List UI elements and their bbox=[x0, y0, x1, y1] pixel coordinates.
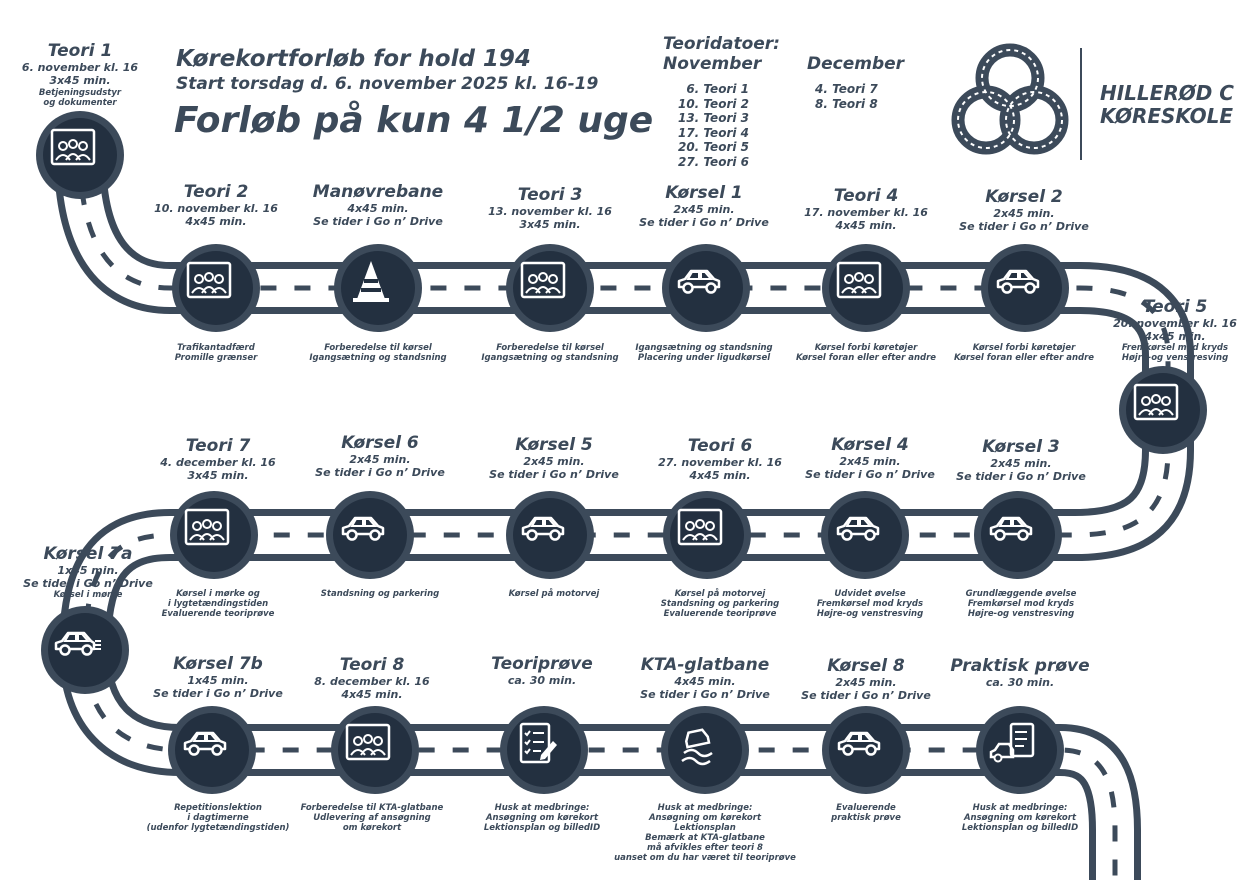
theory-date-item: 8. Teori 8 bbox=[815, 96, 878, 111]
step-detail: 4x45 min. bbox=[674, 675, 736, 688]
step-title-block bbox=[804, 187, 928, 232]
step-node-koersel-4 bbox=[821, 491, 909, 579]
step-title: Kørsel 2 bbox=[985, 187, 1063, 207]
step-title-block bbox=[154, 183, 278, 228]
step-notes bbox=[147, 803, 290, 833]
step-detail: Se tider i Go n’ Drive bbox=[640, 688, 770, 701]
step-notes bbox=[484, 803, 600, 833]
theory-date-item: 20. Teori 5 bbox=[677, 140, 749, 154]
theory-date-item: 27. Teori 6 bbox=[677, 154, 749, 169]
car-icon bbox=[675, 257, 723, 305]
step-notes bbox=[1122, 343, 1228, 363]
step-detail: 4. december kl. 16 bbox=[160, 456, 276, 469]
step-note: Trafikantadfærd bbox=[177, 343, 255, 353]
step-note: Standsning og parkering bbox=[320, 589, 440, 599]
step-node-koersel-5 bbox=[506, 491, 594, 579]
step-title: Teoriprøve bbox=[491, 654, 593, 674]
step-note: Kørsel i mørke og bbox=[176, 589, 260, 599]
theory-date-item: 4. Teori 7 bbox=[815, 82, 878, 96]
step-detail: 17. november kl. 16 bbox=[804, 206, 928, 219]
headline: Forløb på kun 4 1/2 uge bbox=[174, 100, 654, 141]
step-title: Kørsel 3 bbox=[982, 437, 1060, 457]
step-node-kta-glatbane bbox=[661, 706, 749, 794]
december-dates bbox=[815, 82, 904, 111]
step-detail: 4x45 min. bbox=[1144, 330, 1206, 343]
step-detail: 20. november kl. 16 bbox=[1113, 317, 1237, 330]
step-note: Betjeningsudstyr bbox=[38, 88, 122, 98]
step-title-block bbox=[640, 656, 770, 701]
theory-dates bbox=[663, 34, 780, 74]
step-title: Kørsel 5 bbox=[515, 435, 593, 455]
step-title: Praktisk prøve bbox=[950, 656, 1090, 676]
step-title: Teori 3 bbox=[517, 185, 583, 205]
step-note: Forberedelse til KTA-glatbane bbox=[300, 803, 444, 813]
november-label: November bbox=[663, 54, 762, 74]
step-notes bbox=[796, 343, 936, 363]
step-title: Teori 5 bbox=[1142, 297, 1208, 317]
step-note: Fremkørsel mod kryds bbox=[816, 599, 924, 609]
step-node-koersel-8 bbox=[822, 706, 910, 794]
step-title-block bbox=[315, 434, 445, 479]
step-note: Husk at medbringe: bbox=[494, 803, 590, 813]
step-note: Forberedelse til kørsel bbox=[324, 343, 432, 353]
step-note: Kørsel forbi køretøjer bbox=[814, 343, 918, 353]
step-node-teori-3 bbox=[506, 244, 594, 332]
step-title: Teori 4 bbox=[833, 186, 899, 206]
step-notes bbox=[481, 343, 618, 363]
step-detail: 10. november kl. 16 bbox=[154, 202, 278, 215]
step-detail: 13. november kl. 16 bbox=[488, 205, 612, 218]
step-note: Ansøgning om kørekort bbox=[648, 813, 762, 823]
step-detail: 2x45 min. bbox=[835, 676, 897, 689]
step-detail: Se tider i Go n’ Drive bbox=[313, 215, 443, 228]
step-node-teori-1 bbox=[36, 111, 124, 199]
step-detail: Se tider i Go n’ Drive bbox=[959, 220, 1089, 233]
step-node-koersel-7b bbox=[168, 706, 256, 794]
step-title-block bbox=[313, 183, 443, 228]
logo-knot-icon bbox=[950, 40, 1070, 165]
step-title-block bbox=[160, 437, 275, 482]
step-notes bbox=[661, 589, 779, 619]
step-node-teori-6 bbox=[663, 491, 751, 579]
classroom-icon bbox=[676, 504, 724, 552]
step-note: Repetitionslektion bbox=[174, 803, 262, 813]
step-title: Kørsel 8 bbox=[827, 656, 905, 676]
step-note: Højre-og venstresving bbox=[1121, 353, 1229, 363]
step-title-block bbox=[639, 184, 769, 229]
classroom-icon bbox=[344, 719, 392, 767]
step-note: Grundlæggende øvelse bbox=[965, 589, 1077, 599]
step-note: Kørsel på motorvej bbox=[674, 589, 766, 599]
car-icon bbox=[834, 504, 882, 552]
logo bbox=[950, 40, 1240, 165]
step-title-block bbox=[488, 186, 612, 231]
step-title-block bbox=[805, 436, 935, 481]
step-title-block bbox=[153, 655, 283, 700]
step-note: Igangsætning og standsning bbox=[635, 343, 773, 353]
step-note: Evaluerende teoriprøve bbox=[161, 609, 275, 619]
theory-date-item: 10. Teori 2 bbox=[677, 96, 749, 111]
step-note: Kørsel i mørke bbox=[53, 590, 123, 600]
step-title: Teori 8 bbox=[339, 655, 405, 675]
theory-date-item: 13. Teori 3 bbox=[677, 111, 749, 125]
step-node-teori-4 bbox=[822, 244, 910, 332]
step-notes bbox=[966, 589, 1077, 619]
december-label: December bbox=[807, 54, 905, 74]
step-note: Kørsel foran eller efter andre bbox=[953, 353, 1095, 363]
step-notes bbox=[831, 803, 901, 823]
step-title: Teori 6 bbox=[687, 436, 753, 456]
step-notes bbox=[321, 589, 439, 599]
december-dates-block bbox=[807, 54, 904, 111]
step-title: Teori 7 bbox=[185, 436, 251, 456]
step-note: Ansøgning om kørekort bbox=[963, 813, 1077, 823]
step-detail: Se tider i Go n’ Drive bbox=[153, 687, 283, 700]
step-detail: ca. 30 min. bbox=[507, 674, 577, 687]
car-icon bbox=[339, 504, 387, 552]
step-detail: 1x45 min. bbox=[57, 564, 119, 577]
step-note: Lektionsplan og billedID bbox=[483, 823, 601, 833]
step-node-teori-2 bbox=[172, 244, 260, 332]
logo-text: HILLERØD C KØRESKOLE bbox=[1100, 81, 1234, 128]
step-node-teori-8 bbox=[331, 706, 419, 794]
step-node-teori-5 bbox=[1119, 366, 1207, 454]
step-note: Promille grænser bbox=[174, 353, 258, 363]
start-date: Start torsdag d. 6. november 2025 kl. 16-19 bbox=[176, 74, 599, 94]
step-note: må afvikles efter teori 8 bbox=[647, 843, 763, 853]
step-notes bbox=[954, 343, 1094, 363]
car-icon bbox=[519, 504, 567, 552]
step-notes bbox=[509, 589, 600, 599]
step-notes bbox=[162, 589, 275, 619]
step-note: Igangsætning og standsning bbox=[481, 353, 619, 363]
step-detail: Se tider i Go n’ Drive bbox=[489, 468, 619, 481]
step-title-block bbox=[959, 188, 1089, 233]
step-title: Teori 2 bbox=[183, 182, 249, 202]
step-note: Højre-og venstresving bbox=[816, 609, 924, 619]
step-detail: 3x45 min. bbox=[49, 74, 111, 87]
step-note: praktisk prøve bbox=[831, 813, 901, 823]
step-note: Evaluerende bbox=[836, 803, 896, 813]
november-dates bbox=[663, 82, 749, 169]
step-title: Manøvrebane bbox=[312, 182, 444, 202]
step-title-block bbox=[491, 655, 593, 687]
step-node-manoevrebane bbox=[334, 244, 422, 332]
step-detail: 2x45 min. bbox=[839, 455, 901, 468]
step-note: Husk at medbringe: bbox=[657, 803, 753, 813]
step-detail: Se tider i Go n’ Drive bbox=[639, 216, 769, 229]
step-node-koersel-6 bbox=[326, 491, 414, 579]
step-note: i dagtimerne bbox=[187, 813, 249, 823]
step-title: KTA-glatbane bbox=[640, 655, 770, 675]
driving-test-icon bbox=[989, 719, 1037, 767]
car-icon bbox=[835, 719, 883, 767]
classroom-icon bbox=[183, 504, 231, 552]
step-detail: 4x45 min. bbox=[185, 215, 247, 228]
step-note: Evaluerende teoriprøve bbox=[663, 609, 777, 619]
step-detail: 3x45 min. bbox=[519, 218, 581, 231]
step-title-block bbox=[489, 436, 619, 481]
classroom-icon bbox=[519, 257, 567, 305]
step-notes bbox=[635, 343, 772, 363]
step-title-block bbox=[314, 656, 429, 701]
step-detail: Se tider i Go n’ Drive bbox=[23, 577, 153, 590]
step-node-koersel-2 bbox=[981, 244, 1069, 332]
classroom-icon bbox=[1132, 379, 1180, 427]
classroom-icon bbox=[185, 257, 233, 305]
step-note: Kørsel forbi køretøjer bbox=[972, 343, 1076, 353]
step-note: Bemærk at KTA-glatbane bbox=[645, 833, 765, 843]
step-detail: ca. 30 min. bbox=[985, 676, 1055, 689]
step-detail: 2x45 min. bbox=[673, 203, 735, 216]
theory-date-item: 17. Teori 4 bbox=[677, 125, 749, 140]
step-title-block bbox=[23, 545, 153, 600]
step-detail: Se tider i Go n’ Drive bbox=[315, 466, 445, 479]
step-detail: 8. december kl. 16 bbox=[314, 675, 430, 688]
step-note: Kørsel foran eller efter andre bbox=[795, 353, 937, 363]
step-title: Kørsel 4 bbox=[831, 435, 909, 455]
step-title-block bbox=[22, 42, 138, 87]
step-node-koersel-1 bbox=[662, 244, 750, 332]
car-icon bbox=[994, 257, 1042, 305]
car-icon bbox=[181, 719, 229, 767]
step-notes bbox=[817, 589, 923, 619]
step-title: Teori 1 bbox=[47, 41, 113, 61]
step-node-teoriproeve bbox=[500, 706, 588, 794]
step-notes bbox=[309, 343, 446, 363]
theory-dates-title: Teoridatoer: bbox=[663, 34, 780, 54]
step-detail: 4x45 min. bbox=[835, 219, 897, 232]
step-note: Standsning og parkering bbox=[660, 599, 780, 609]
step-note: (udenfor lygtetændingstiden) bbox=[146, 823, 290, 833]
step-detail: 2x45 min. bbox=[990, 457, 1052, 470]
step-note: Fremkørsel mod kryds bbox=[967, 599, 1075, 609]
step-title-block bbox=[950, 657, 1089, 689]
step-detail: 2x45 min. bbox=[993, 207, 1055, 220]
step-detail: 27. november kl. 16 bbox=[658, 456, 782, 469]
step-note: om kørekort bbox=[342, 823, 402, 833]
step-node-koersel-7a bbox=[41, 606, 129, 694]
step-title: Kørsel 7a bbox=[43, 544, 133, 564]
step-notes bbox=[39, 88, 121, 108]
step-detail: Se tider i Go n’ Drive bbox=[805, 468, 935, 481]
step-note: Fremkørsel mod kryds bbox=[1121, 343, 1229, 353]
step-detail: Se tider i Go n’ Drive bbox=[956, 470, 1086, 483]
step-note: Kørsel på motorvej bbox=[508, 589, 600, 599]
traffic-cone-icon bbox=[347, 257, 395, 305]
car-icon bbox=[987, 504, 1035, 552]
step-note: Lektionsplan og billedID bbox=[961, 823, 1079, 833]
step-note: uanset om du har været til teoriprøve bbox=[614, 853, 796, 863]
step-detail: 6. november kl. 16 bbox=[21, 61, 139, 74]
step-note: Placering under ligudkørsel bbox=[637, 353, 771, 363]
step-title: Kørsel 6 bbox=[341, 433, 419, 453]
step-notes bbox=[962, 803, 1078, 833]
skidding-car-icon bbox=[674, 719, 722, 767]
page-title: Kørekortforløb for hold 194 bbox=[176, 46, 531, 72]
step-title: Kørsel 1 bbox=[665, 183, 743, 203]
step-note: Højre-og venstresving bbox=[967, 609, 1075, 619]
step-detail: 2x45 min. bbox=[523, 455, 585, 468]
step-detail: 3x45 min. bbox=[187, 469, 249, 482]
step-title-block bbox=[956, 438, 1086, 483]
step-node-praktisk-proeve bbox=[976, 706, 1064, 794]
step-detail: 4x45 min. bbox=[689, 469, 751, 482]
step-node-koersel-3 bbox=[974, 491, 1062, 579]
step-detail: 2x45 min. bbox=[349, 453, 411, 466]
step-title: Kørsel 7b bbox=[173, 654, 263, 674]
step-notes bbox=[614, 803, 796, 863]
step-title-block bbox=[1113, 298, 1237, 343]
step-note: Lektionsplan bbox=[674, 823, 736, 833]
classroom-icon bbox=[835, 257, 883, 305]
step-note: Igangsætning og standsning bbox=[309, 353, 447, 363]
step-detail: 4x45 min. bbox=[341, 688, 403, 701]
step-node-teori-7 bbox=[170, 491, 258, 579]
step-note: Ansøgning om kørekort bbox=[485, 813, 599, 823]
step-detail: Se tider i Go n’ Drive bbox=[801, 689, 931, 702]
checklist-icon bbox=[513, 719, 561, 767]
step-notes bbox=[175, 343, 258, 363]
step-note: og dokumenter bbox=[43, 98, 117, 108]
step-notes bbox=[301, 803, 444, 833]
step-detail: 4x45 min. bbox=[347, 202, 409, 215]
step-note: Forberedelse til kørsel bbox=[496, 343, 604, 353]
step-note: i lygtetændingstiden bbox=[167, 599, 269, 609]
classroom-icon bbox=[49, 124, 97, 172]
logo-divider bbox=[1080, 48, 1082, 160]
step-note: Udvidet øvelse bbox=[834, 589, 906, 599]
step-title-block bbox=[658, 437, 782, 482]
theory-date-item: 6. Teori 1 bbox=[686, 82, 749, 96]
step-note: Udlevering af ansøgning bbox=[313, 813, 431, 823]
step-note: Husk at medbringe: bbox=[972, 803, 1068, 813]
step-title-block bbox=[801, 657, 931, 702]
car-lights-icon bbox=[54, 619, 102, 667]
step-detail: 1x45 min. bbox=[187, 674, 249, 687]
